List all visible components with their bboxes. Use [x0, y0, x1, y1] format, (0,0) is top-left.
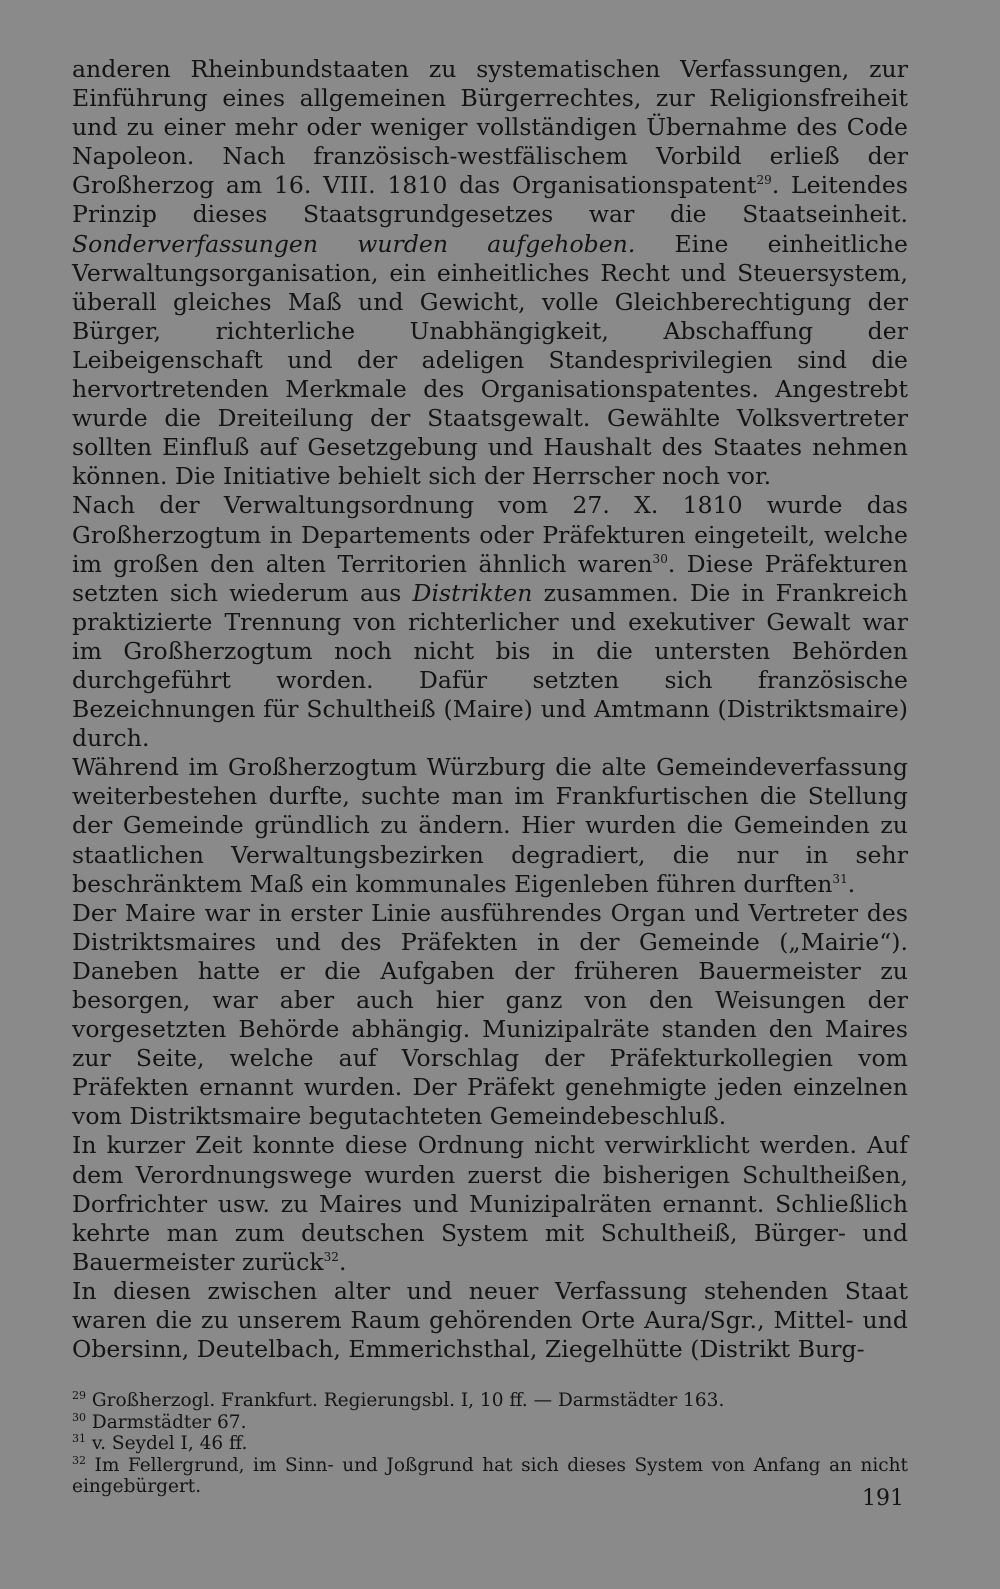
footnote-number: 29: [72, 1389, 86, 1403]
footnote-reference: 32: [323, 1250, 339, 1265]
body-paragraph: [72, 1131, 908, 1276]
footnote-reference: 31: [832, 871, 848, 886]
body-paragraph: [72, 753, 908, 898]
body-paragraph: [72, 491, 908, 753]
body-paragraph: [72, 899, 908, 1132]
footnotes-section: [72, 1390, 908, 1498]
book-page: [72, 55, 908, 1555]
page-number: 191: [862, 1486, 904, 1511]
footnote-reference: 29: [756, 173, 772, 188]
footnote-text: Großherzogl. Frankfurt. Regierungsbl. I, 10 ff. — Darmstädter 163.: [86, 1390, 725, 1412]
italic-emphasis: Distrikten: [412, 578, 533, 607]
footnote: [72, 1455, 908, 1498]
paragraph-text: .: [339, 1247, 347, 1276]
paragraph-text: . Leitendes Prinzip dieses Staatsgrundgesetzes war die Staatseinheit.: [72, 171, 908, 229]
body-paragraph: [72, 1277, 908, 1364]
paragraph-text: Eine einheitliche Verwaltungsorganisation, ein einheitliches Recht und Steuersystem, überall gleiches Maß und Gewicht, volle Gleichberechtigung der Bürger, richterliche Unabhängigkeit, Abschaffung der Leibeigenschaft und der adeligen Standesprivilegien sind die hervortretenden Merkmale des Organisationspatentes. Angestrebt wurde die Dreiteilung der Staatsgewalt. Gewählte Volksvertreter sollten Einfluß auf Gesetzgebung und Haushalt des Staates nehmen können. Die Initiative behielt sich der Herrscher noch vor.: [72, 229, 908, 491]
paragraph-text: Nach der Verwaltungsordnung vom 27. X. 1810 wurde das Großherzogtum in Departements oder Präfekturen eingeteilt, welche im großen den alten Territorien ähnlich waren: [72, 491, 908, 578]
footnote-text: v. Seydel I, 46 ff.: [86, 1433, 248, 1455]
footnote-reference: 30: [652, 551, 668, 566]
footnote: [72, 1390, 908, 1412]
footnote-number: 32: [72, 1453, 86, 1467]
paragraph-text: In kurzer Zeit konnte diese Ordnung nicht verwirklicht werden. Auf dem Verordnungswege wurden zuerst die bisherigen Schultheißen, Dorfrichter usw. zu Maires und Munizipalräten ernannt. Schließlich kehrte man zum deutschen System mit Schultheiß, Bürger- und Bauermeister zurück: [72, 1131, 908, 1276]
paragraph-text: Während im Großherzogtum Würzburg die alte Gemeindeverfassung weiterbestehen durfte, suchte man im Frankfurtischen die Stellung der Gemeinde gründlich zu ändern. Hier wurden die Gemeinden zu staatlichen Verwaltungsbezirken degradiert, die nur in sehr beschränktem Maß ein kommunales Eigenleben führen durften: [72, 753, 908, 898]
paragraph-text: In diesen zwischen alter und neuer Verfassung stehenden Staat waren die zu unserem Raum gehörenden Orte Aura/Sgr., Mittel- und Obersinn, Deutelbach, Emmerichsthal, Ziegelhütte (Distrikt Burg-: [72, 1276, 908, 1364]
paragraph-text: .: [847, 869, 856, 898]
paragraph-text: Der Maire war in erster Linie ausführendes Organ und Vertreter des Distriktsmaires und des Präfekten in der Gemeinde („Mairie“). Daneben hatte er die Aufgaben der früheren Bauermeister zu besorgen, war aber auch hier ganz von den Weisungen der vorgesetzten Behörde abhängig. Munizipalräte standen den Maires zur Seite, welche auf Vorschlag der Präfekturkollegien vom Präfekten ernannt wurden. Der Präfekt genehmigte jeden einzelnen vom Distriktsmaire begutachteten Gemeindebeschluß.: [72, 898, 908, 1131]
footnote-number: 30: [72, 1410, 86, 1424]
italic-emphasis: Sonderverfassungen wurden aufgehoben.: [72, 229, 636, 258]
footnote-number: 31: [72, 1432, 86, 1446]
footnote: [72, 1433, 908, 1455]
paragraph-text: zusammen. Die in Frankreich praktizierte Trennung von richterlicher und exekutiver Gewalt war im Großherzogtum noch nicht bis in die untersten Behörden durchgeführt worden. Dafür setzten sich französische Bezeichnungen für Schultheiß (Maire) und Amtmann (Distriktsmaire) durch.: [72, 578, 908, 753]
footnote-text: Im Fellergrund, im Sinn- und Joßgrund hat sich dieses System von Anfang an nicht eingebürgert.: [72, 1454, 908, 1498]
paragraph-text: . Diese Präfekturen setzten sich wiederum aus: [72, 549, 908, 607]
body-paragraph: [72, 55, 908, 491]
paragraph-text: anderen Rheinbundstaaten zu systematischen Verfassungen, zur Einführung eines allgemeinen Bürgerrechtes, zur Religionsfreiheit und zu einer mehr oder weniger vollständigen Übernahme des Code Napoleon. Nach französisch-westfälischem Vorbild erließ der Großherzog am 16. VIII. 1810 das Organisationspatent: [72, 55, 908, 200]
footnote: [72, 1412, 908, 1434]
footnote-text: Darmstädter 67.: [86, 1411, 247, 1433]
